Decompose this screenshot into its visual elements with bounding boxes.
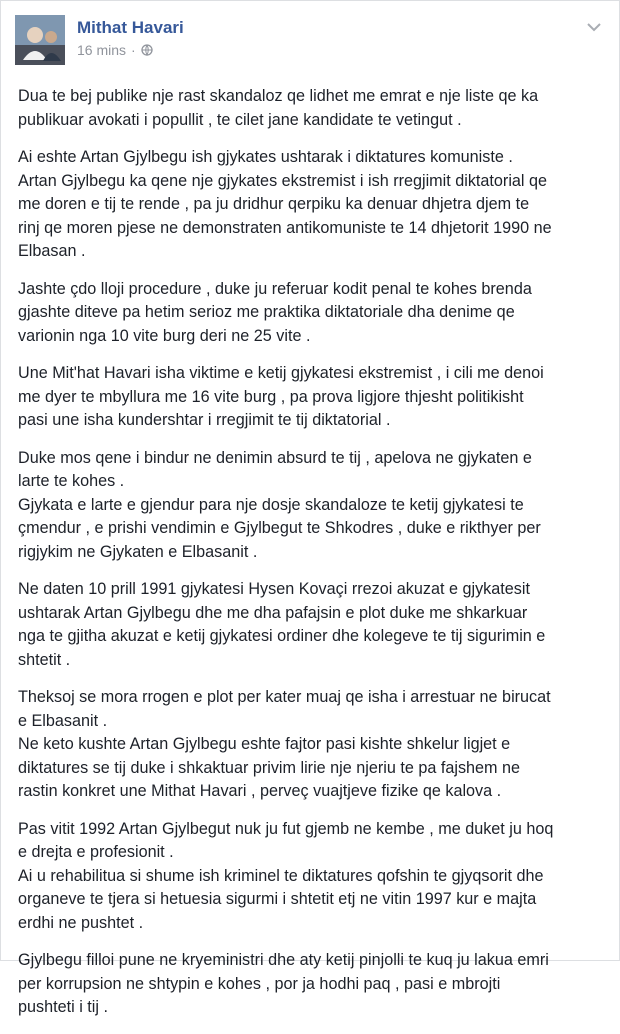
post-text-line: rastin konkret une Mithat Havari , perveç vuajtjeve fizike qe kalova . <box>18 782 502 800</box>
post-text-line: Ai u rehabilitua si shume ish kriminel te diktatures qofshin te gjyqsorit dhe <box>18 866 544 885</box>
post-text-line: rinj qe moren pjese ne demonstraten antikomuniste te 14 dhjetorit 1990 ne <box>18 218 552 237</box>
post-text-line: varionin nga 10 vite burg deri ne 25 vite . <box>18 326 311 345</box>
post-text-line: çmendur , e prishi vendimin e Gjylbegut te Shkodres , duke e rikthyer per <box>18 519 541 537</box>
post-body <box>18 85 608 1034</box>
post-text-line: Gjylbegu filloi pune ne kryeministri dhe aty ketij pinjolli te kuq ju lakua emri <box>18 951 549 969</box>
author-name[interactable]: Mithat Havari <box>77 18 184 37</box>
post-paragraph <box>18 362 608 433</box>
post-text-line: Ai eshte Artan Gjylbegu ish gjykates ushtarak i diktatures komuniste . <box>18 148 513 166</box>
post-text-line: erdhi ne pushtet . <box>18 913 144 932</box>
post-text-line: Une Mit'hat Havari isha viktime e ketij gjykatesi ekstremist , i cili me denoi <box>18 364 544 382</box>
post-text-line: Ne daten 10 prill 1991 gjykatesi Hysen Kovaçi rrezoi akuzat e gjykatesit <box>18 580 530 598</box>
post-meta <box>77 42 153 58</box>
avatar[interactable] <box>15 15 65 65</box>
post-text-line: diktatures se tij duke i shkaktuar privim lirie nje njeriu te pa fajshem ne <box>18 758 521 777</box>
post-text-line: ushtarak Artan Gjylbegu dhe me dha pafajsin e plot duke me shkarkuar <box>18 603 528 622</box>
post-timestamp[interactable]: 16 mins <box>77 42 127 58</box>
post-text-line: gjashte diteve pa hetim serioz me praktika diktatoriale dha denime qe <box>18 303 515 321</box>
post-text-line: pushteti i tij . <box>18 998 108 1016</box>
post-text-line: Pas vitit 1992 Artan Gjylbegut nuk ju fut gjemb ne kembe , me duket ju hoq <box>18 819 554 838</box>
post-paragraph <box>18 85 608 132</box>
post-text-line: Gjykata e larte e gjendur para nje dosje skandaloze te ketij gjykatesi te <box>18 495 524 514</box>
post-text-line: organeve te tjera si hetuesia sigurmi i shtetit etj ne vitin 1997 kur e majta <box>18 890 537 908</box>
globe-icon[interactable] <box>141 44 153 56</box>
post-text-line: Dua te bej publike nje rast skandaloz qe lidhet me emrat e nje liste qe ka <box>18 87 539 105</box>
post-text-line: per korrupsion ne shtypin e kohes , por ja hodhi paq , pasi e mbrojti <box>18 974 501 993</box>
post-paragraph <box>18 818 608 936</box>
post-paragraph <box>18 949 608 1020</box>
post-header <box>15 15 605 65</box>
post-text-line: me doren e tij te rende , pa ju dridhur qerpiku ka denuar dhjetra djem te <box>18 195 530 213</box>
post-text-line: Jashte çdo lloji procedure , duke ju referuar kodit penal te kohes brenda <box>18 279 532 298</box>
post-text-line: me dyer te mbyllura me 16 vite burg , pa prova ligjore thjesht politikisht <box>18 387 524 406</box>
post-text-line: Ne keto kushte Artan Gjylbegu eshte fajtor pasi kishte shkelur ligjet e <box>18 735 511 753</box>
post-paragraph <box>18 578 608 672</box>
post-text-line: nga te gjitha akuzat e ketij gjykatesi ordiner dhe kolegeve te tij sigurimin e <box>18 627 546 645</box>
post-text-line: larte te kohes . <box>18 472 125 490</box>
post-paragraph <box>18 686 608 804</box>
meta-separator: · <box>131 42 136 58</box>
post-text-line: rigjykim ne Gjykaten e Elbasanit . <box>18 542 258 561</box>
post-paragraph <box>18 278 608 349</box>
post-text-line: pasi une isha kundershtar i rregjimit te tij diktatorial . <box>18 411 391 429</box>
post-text-line: e Elbasanit . <box>18 711 108 730</box>
post-paragraph <box>18 146 608 264</box>
post-text-line: publikuar avokati i popullit , te cilet jane kandidate te vetingut . <box>18 110 462 129</box>
post-paragraph <box>18 447 608 565</box>
post-text-line: Duke mos qene i bindur ne denimin absurd te tij , apelova ne gjykaten e <box>18 448 532 467</box>
post-text-line: Theksoj se mora rrogen e plot per kater muaj qe isha i arrestuar ne birucat <box>18 688 551 706</box>
post-text-line: e drejta e profesionit . <box>18 843 174 861</box>
post-text-line: Artan Gjylbegu ka qene nje gjykates ekstremist i ish rregjimit diktatorial qe <box>18 171 548 190</box>
post-text-line: shtetit . <box>18 650 71 669</box>
chevron-down-icon[interactable] <box>585 21 603 33</box>
post-text-line: Elbasan . <box>18 242 86 260</box>
avatar-photo <box>15 15 65 65</box>
